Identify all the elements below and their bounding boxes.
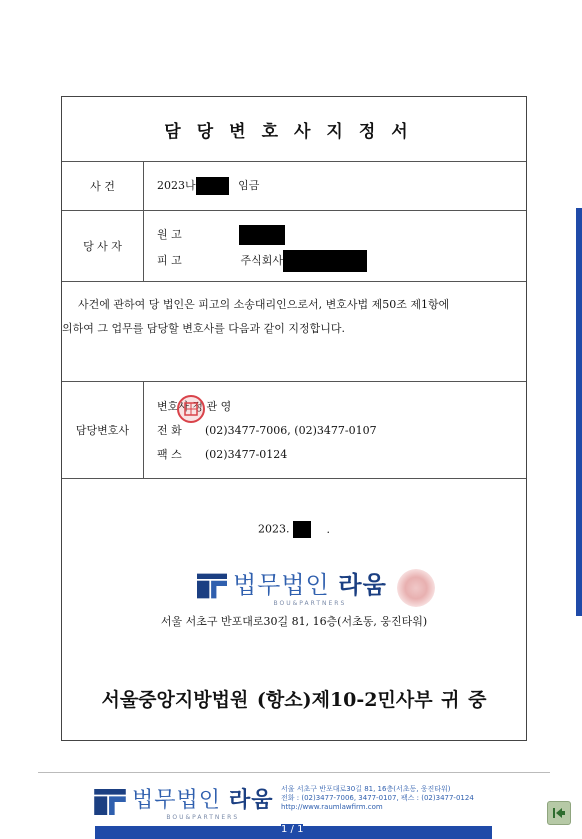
fax-value: (02)3477-0124	[205, 448, 288, 461]
skip-to-start-icon	[552, 806, 566, 820]
firm-name-prefix: 법무법인	[233, 571, 330, 599]
court-recipient: 서울중앙지방법원 (항소)제10-2민사부 귀 중	[101, 689, 487, 711]
footer-logo-icon	[94, 789, 126, 815]
defendant-line	[157, 250, 367, 272]
footer-phones: 전화 : (02)3477-7006, 3477-0107, 팩스 : (02)3477-0124	[281, 794, 474, 802]
case-prefix: 2023나	[157, 179, 196, 192]
document-page	[61, 96, 527, 741]
date-prefix: 2023.	[258, 522, 290, 536]
footer-firm-sub: BOU&PARTNERS	[166, 814, 240, 821]
firm-logo	[197, 565, 387, 607]
case-row	[62, 161, 526, 211]
firm-seal	[397, 569, 435, 607]
footer-divider	[38, 772, 550, 773]
attorney-row	[62, 381, 526, 479]
case-suffix: 임금	[238, 179, 260, 192]
redaction-box	[293, 521, 311, 538]
case-label: 사 건	[62, 161, 144, 210]
phone-line	[157, 422, 377, 438]
firm-name-sub: BOU&PARTNERS	[273, 600, 347, 607]
defendant-label: 피 고	[157, 254, 182, 267]
fax-label: 팩 스	[157, 448, 182, 461]
first-page-button[interactable]	[547, 801, 571, 825]
redaction-box	[283, 250, 367, 272]
attorney-name: 변호사 정 관 영	[157, 400, 232, 413]
redaction-box	[196, 177, 229, 195]
firm-name-main: 라움	[338, 571, 387, 599]
defendant-company: 주식회사	[240, 254, 284, 267]
attorney-label: 담당변호사	[62, 381, 144, 478]
redaction-box	[239, 225, 285, 245]
case-value	[157, 177, 259, 195]
statement-row	[62, 281, 526, 382]
plaintiff-label: 원 고	[157, 228, 182, 241]
firm-logo-icon	[197, 573, 227, 599]
plaintiff-line	[157, 225, 285, 245]
footer-firm-main: 라움	[229, 788, 274, 813]
document-title: 담당변호사지정서	[62, 97, 526, 162]
phone-value: (02)3477-7006, (02)3477-0107	[205, 424, 377, 437]
statement-line-1: 사건에 관하여 당 법인은 피고의 소송대리인으로서, 변호사법 제50조 제1항에	[78, 298, 450, 311]
fax-line	[157, 446, 287, 462]
footer-url[interactable]: http://www.raumlawfirm.com	[281, 803, 383, 811]
parties-row	[62, 210, 526, 282]
date-line	[62, 521, 526, 538]
phone-label: 전 화	[157, 424, 182, 437]
statement-text	[62, 281, 526, 341]
footer-firm-prefix: 법무법인	[132, 788, 222, 813]
page-indicator: 1 / 1	[281, 824, 304, 835]
footer-contact	[281, 785, 474, 812]
parties-label: 당 사 자	[62, 210, 144, 281]
attorney-seal	[177, 395, 205, 423]
footer-logo	[94, 783, 274, 821]
side-scroll-strip	[576, 208, 582, 616]
firm-address: 서울 서초구 반포대로30길 81, 16층(서초동, 웅진타워)	[160, 615, 428, 628]
date-suffix: .	[326, 522, 330, 536]
footer-address: 서울 서초구 반포대로30길 81, 16층(서초동, 웅진타워)	[281, 785, 451, 793]
statement-line-2: 의하여 그 업무를 담당할 변호사를 다음과 같이 지정합니다.	[62, 322, 345, 335]
